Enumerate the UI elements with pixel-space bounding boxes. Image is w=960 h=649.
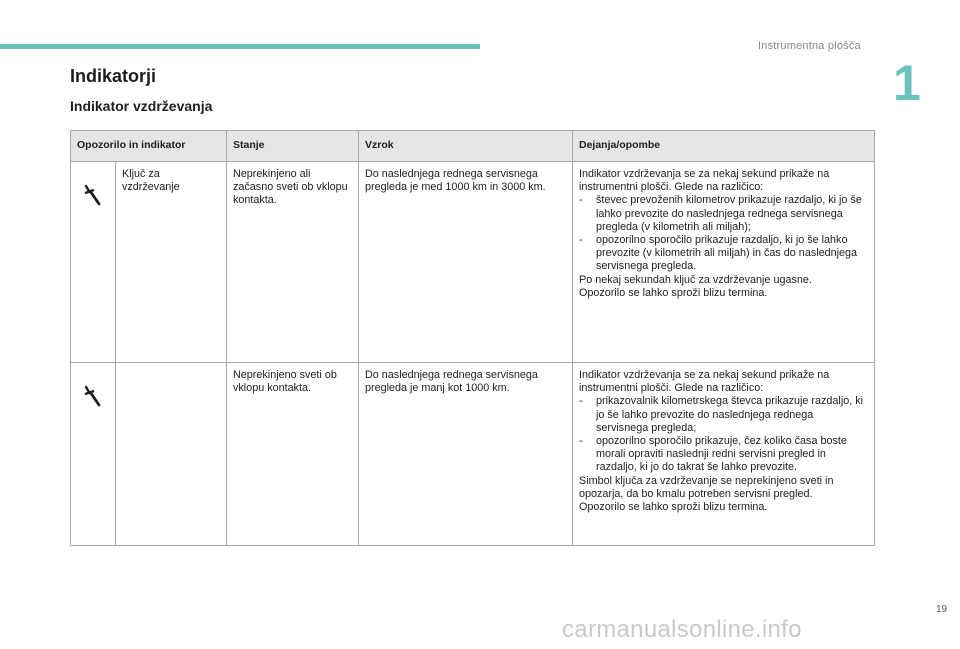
- bullet-text: opozorilno sporočilo prikazuje razdaljo, ki jo še lahko prevozite (v kilometrih ali miljah) in čas do naslednjega servisnega pregleda.: [596, 234, 858, 273]
- page-subtitle: Indikator vzdrževanja: [70, 98, 213, 114]
- bullet-text: števec prevoženih kilometrov prikazuje razdaljo, ki jo še lahko prevozite do naslednjega rednega servisnega pregleda (v kilometrih ali miljah);: [596, 194, 862, 233]
- actions-intro: Indikator vzdrževanja se za nekaj sekund prikaže na instrumentni plošči. Glede na različico:: [579, 168, 830, 194]
- watermark-text: carmanualsonline.info: [562, 616, 802, 643]
- actions-note: Po nekaj sekundah ključ za vzdrževanje ugasne.: [579, 273, 812, 286]
- column-header-status: Stanje: [227, 131, 359, 162]
- wrench-icon: [82, 184, 104, 206]
- chapter-number: 1: [893, 55, 921, 111]
- column-header-indicator: Opozorilo in indikator: [71, 131, 227, 162]
- indicator-icon-cell: [71, 363, 116, 546]
- table-row: [71, 363, 875, 546]
- column-header-cause: Vzrok: [359, 131, 573, 162]
- indicator-name: [116, 363, 227, 546]
- actions-cell: [573, 363, 875, 546]
- indicator-name: Ključ za vzdrževanje: [116, 162, 227, 363]
- bullet-dash: -: [579, 395, 583, 408]
- bullet-text: opozorilno sporočilo prikazuje, čez koliko časa boste morali opraviti naslednji redni servisni pregled in razdaljo, ki jo do takrat še lahko prevozite.: [596, 435, 847, 474]
- list-item: [579, 435, 868, 475]
- indicator-icon-cell: [71, 162, 116, 363]
- section-title: Instrumentna plošča: [758, 40, 861, 52]
- cause-cell: Do naslednjega rednega servisnega pregleda je manj kot 1000 km.: [359, 363, 573, 546]
- bullet-dash: -: [579, 234, 583, 247]
- list-item: [579, 395, 868, 435]
- list-item: [579, 234, 868, 274]
- table-header-row: [71, 131, 875, 162]
- indicator-table: [70, 130, 875, 546]
- header-accent-bar: [0, 44, 480, 49]
- bullet-text: prikazovalnik kilometrskega števca prikazuje razdaljo, ki jo še lahko prevozite do naslednjega rednega servisnega pregleda;: [596, 395, 864, 434]
- actions-note: Opozorilo se lahko sproži blizu termina.: [579, 501, 768, 514]
- table-row: [71, 162, 875, 363]
- actions-intro: Indikator vzdrževanja se za nekaj sekund prikaže na instrumentni plošči. Glede na različico:: [579, 369, 830, 395]
- wrench-icon: [82, 385, 104, 407]
- actions-note: Simbol ključa za vzdrževanje se neprekinjeno sveti in opozarja, da bo kmalu potreben servisni pregled.: [579, 474, 834, 500]
- page-number: 19: [936, 604, 948, 615]
- status-cell: Neprekinjeno sveti ob vklopu kontakta.: [227, 363, 359, 546]
- actions-note: Opozorilo se lahko sproži blizu termina.: [579, 286, 768, 299]
- actions-cell: [573, 162, 875, 363]
- cause-cell: Do naslednjega rednega servisnega pregleda je med 1000 km in 3000 km.: [359, 162, 573, 363]
- list-item: [579, 194, 868, 234]
- bullet-dash: -: [579, 435, 583, 448]
- bullet-dash: -: [579, 194, 583, 207]
- page-title: Indikatorji: [70, 66, 157, 86]
- column-header-actions: Dejanja/opombe: [573, 131, 875, 162]
- status-cell: Neprekinjeno ali začasno sveti ob vklopu kontakta.: [227, 162, 359, 363]
